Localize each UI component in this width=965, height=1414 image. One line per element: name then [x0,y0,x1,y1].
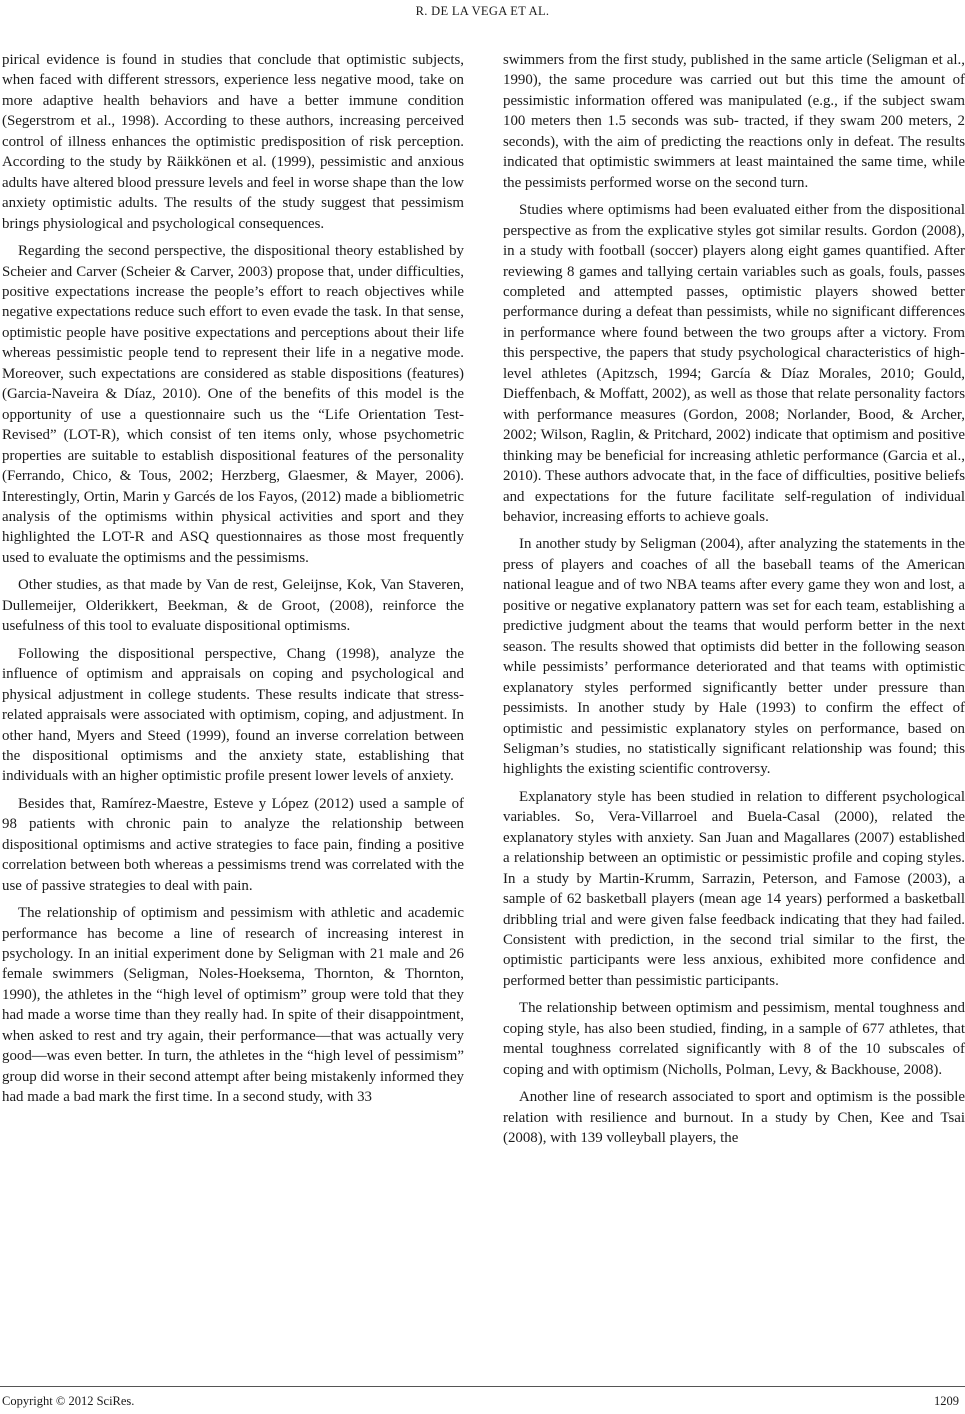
paragraph: The relationship of optimism and pessimism with athletic and academic performance has become a line of research of increasing interest in psychology. In an initial experiment done by Seligman with 21 male and 26 female swimmers (Seligman, Noles-Hoeksema, Thornton, & Thornton, 1990), the athletes in the “high level of optimism” group were told that they had made a worse time than they really had. In spite of their disappointment, when asked to rest and try again, their performance—that was actually very good—was even better. In turn, the athletes in the “high level of pessimism” group did worse in their second attempt after being mistakenly informed they had made a bad mark the first time. In a second study, with 33 [2,905,464,1106]
paragraph: The relationship between optimism and pessimism, mental toughness and coping style, has also been studied, finding, in a sample of 677 athletes, that mental toughness correlated significantly with 8 of the 10 subscales of coping and with optimism (Nicholls, Polman, Levy, & Backhouse, 2008). [503,1000,965,1078]
paragraph: Regarding the second perspective, the dispositional theory established by Scheier and Carver (Scheier & Carver, 2003) propose that, under difficulties, positive expectations increase the people’s effort to reach objectives while negative expectations reduce such effort to even evade the task. In that sense, optimistic people have positive expectations and perceptions about their life whereas pessimistic people tend to represent their life in a negative mode. Moreover, such expectations are considered as stable dispositions (features) (Garcia-Naveira & Díaz, 2010). One of the benefits of this model is the opportunity of use a questionnaire such us the “Life Orientation Test-Revised” (LOT-R), which consist of ten items only, whose psychometric properties are suitable to establish dispositional features of the personality (Ferrando, Chico, & Tous, 2002; Herzberg, Glaesmer, & Mayer, 2006). Interestingly, Ortin, Marin y Garcés de los Fayos, (2012) made a bibliometric analysis of the optimisms within physical activities and sport and they highlighted the LOT-R and ASQ questionnaires as those most frequently used to evaluate the optimisms and the pessimisms. [2,243,464,566]
left-column [2,50,464,1115]
page-number: 1209 [934,1394,959,1408]
paragraph: Studies where optimisms had been evaluated either from the dispositional perspective as from the explicative styles got similar results. Gordon (2008), in a study with football (soccer) players along eight games quantified. After reviewing 8 games and tallying certain variables such as goals, fouls, passes completed and attempted passes, optimistic players showed better performance during a defeat than pessimists, while no significant differences in performance where found between the two groups after a victory. From this perspective, the papers that study psychological characteristics of high-level athletes (Apitzsch, 1994; García & Díaz Morales, 2010; Gould, Dieffenbach, & Moffatt, 2002), as well as those that relate personality factors with performance measures (Gordon, 2008; Norlander, Bood, & Archer, 2002; Wilson, Raglin, & Pritchard, 2002) indicate that optimism and positive thinking may be beneficial for increasing athletic performance (Garcia et al., 2010). These authors advocate that, in the face of difficulties, positive beliefs and expectations for the future facilitate self-regulation of individual behavior, increasing efforts to achieve goals. [503,202,965,525]
paragraph: Other studies, as that made by Van de rest, Geleijnse, Kok, Van Staveren, Dullemeijer, Olderikkert, Beekman, & de Groot, (2008), reinforce the usefulness of this tool to evaluate dispositional optimisms. [2,577,464,635]
paragraph: swimmers from the first study, published in the same article (Seligman et al., 1990), the same procedure was carried out but this time the amount of pessimistic information offered was manipulated (e.g., if the subject swam 100 meters then 1.5 seconds was sub- tracted, if they swam 200 meters, 2 seconds), with the aim of predicting the reactions only in defeat. The results indicated that optimistic swimmers at least maintained the same time, while the pessimists performed worse on the second turn. [503,52,965,191]
right-column [503,50,965,1156]
copyright-notice: Copyright © 2012 SciRes. [2,1394,135,1408]
running-head: R. DE LA VEGA ET AL. [415,4,550,18]
paragraph: Besides that, Ramírez-Maestre, Esteve y López (2012) used a sample of 98 patients with chronic pain to analyze the relationship between dispositional optimisms and active strategies to face pain, finding a positive correlation between both whereas a pessimisms trend was correlated with the use of passive strategies to deal with pain. [2,795,464,894]
paragraph: In another study by Seligman (2004), after analyzing the statements in the press of players and coaches of all the baseball teams of the American national league and of two NBA teams after every game they won and lost, a positive or negative explanatory pattern was set for each team, establishing a predictive judgment about the teams that would perform better in the next season. The results showed that optimists did better in the following season while pessimists’ performance deteriorated and that teams with optimistic explanatory styles performed significantly better under pressure than pessimists. In another study by Hale (1993) to confirm the effect of optimistic and pessimistic explanatory styles on performance, based on Seligman’s studies, no statistically significant relationship was found; this highlights the existing scientific controversy. [503,536,965,778]
paragraph: Explanatory style has been studied in relation to different psychological variables. So, Vera-Villarroel and Buela-Casal (2000), related the explanatory styles with anxiety. San Juan and Magallares (2007) established a relationship between an optimistic or pessimistic profile and coping styles. In a study by Martin-Krumm, Sarrazin, Peterson, and Famose (2003), a sample of 62 basketball players (mean age 14 years) performed a basketball dribbling trial and were given false feedback indicating that they had failed. Consistent with prediction, in the second trial similar to the first, the optimistic participants were less anxious, exhibited more confidence and performed better than pessimistic participants. [503,788,965,989]
paragraph: Following the dispositional perspective, Chang (1998), analyze the influence of optimism and appraisals on coping and psychological and physical adjustment in college students. These results indicate that stress-related appraisals were associated with optimism, coping, and adjustment. In other hand, Myers and Steed (1999), found an inverse correlation between the dispositional optimisms and the anxiety state, establishing that individuals with an higher optimistic profile present lower levels of anxiety. [2,645,464,785]
paragraph: Another line of research associated to sport and optimism is the possible relation with resilience and burnout. In a study by Chen, Kee and Tsai (2008), with 139 volleyball players, the [503,1089,965,1147]
paragraph: pirical evidence is found in studies that conclude that optimistic subjects, when faced with different stressors, experience less negative mood, take on more adaptive health behaviors and have a better immune condition (Segerstrom et al., 1998). According to these authors, increasing perceived control of illness enhances the optimistic predisposition of risk perception. According to the study by Räikkönen et al. (1999), pessimistic and anxious adults have altered blood pressure levels and feel in worse shape than the low anxiety optimistic adults. The results of the study suggest that pessimism brings physiological and psychological consequences. [2,52,464,232]
footer-divider [0,1386,965,1387]
